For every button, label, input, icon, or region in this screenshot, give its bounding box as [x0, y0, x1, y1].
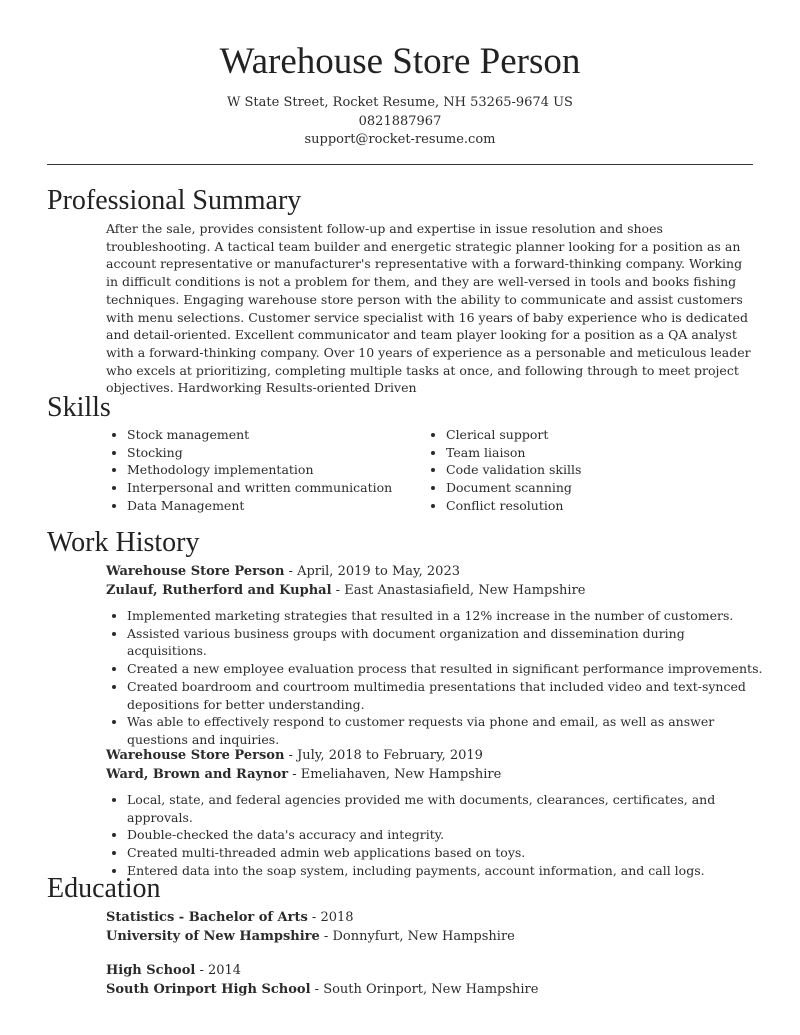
job-title-line [106, 562, 460, 581]
job-location: - Emeliahaven, New Hampshire [288, 767, 502, 782]
summary-heading: Professional Summary [47, 185, 302, 216]
skill-item: • Methodology implementation [127, 461, 427, 479]
job-bullet: • Created boardroom and courtroom multimedia presentations that included video and text-synced depositions for better understanding. [127, 678, 767, 713]
education-year: - 2014 [195, 963, 242, 978]
job-bullets [106, 607, 767, 749]
job-role: Warehouse Store Person [106, 748, 285, 763]
contact-email: support@rocket-resume.com [304, 132, 496, 147]
education-heading: Education [47, 873, 161, 904]
header-divider [47, 164, 753, 165]
job-dates: - April, 2019 to May, 2023 [284, 564, 460, 579]
skill-item: • Clerical support [446, 426, 746, 444]
job-company: Ward, Brown and Raynor [106, 767, 289, 782]
education-year: - 2018 [307, 910, 354, 925]
job-role: Warehouse Store Person [106, 564, 285, 579]
job-bullet: • Assisted various business groups with document organization and dissemination during acquisitions. [127, 625, 767, 660]
job-bullet: • Entered data into the soap system, including payments, account information, and call logs. [127, 862, 767, 880]
education-degree: Statistics - Bachelor of Arts [106, 910, 308, 925]
education-school-line [106, 927, 515, 946]
contact-block [0, 94, 800, 150]
education-degree: High School [106, 963, 196, 978]
education-location: - Donnyfurt, New Hampshire [319, 929, 515, 944]
skills-list-left [106, 426, 427, 515]
job-company-line [106, 581, 586, 600]
summary-text: After the sale, provides consistent follow-up and expertise in issue resolution and shoes troubleshooting. A tactical team builder and energetic strategic planner looking for a position as an account representative or manufacturer's representative with a forward-thinking company. Working in difficult conditions is not a problem for them, and they are well-versed in tools and books fishing techniques. Engaging warehouse store person with the ability to communicate and assist customers with menu selections. Customer service specialist with 16 years of baby experience who is dedicated and detail-oriented. Excellent communicator and team player looking for a position as a QA analyst with a forward-thinking company. Over 10 years of experience as a personable and meticulous leader who excels at prioritizing, completing multiple tasks at once, and following through to meet project objectives. Hardworking Results-oriented Driven [106, 221, 751, 396]
skill-item: • Stocking [127, 444, 427, 462]
education-degree-line [106, 961, 241, 980]
job-bullet: • Local, state, and federal agencies provided me with documents, clearances, certificates, and approvals. [127, 791, 767, 826]
education-school: South Orinport High School [106, 982, 311, 997]
job-bullet: • Was able to effectively respond to customer requests via phone and email, as well as answer questions and inquiries. [127, 713, 767, 748]
skills-list-right [425, 426, 746, 515]
job-title-line [106, 746, 483, 765]
skill-item: • Interpersonal and written communication [127, 479, 427, 497]
skill-item: • Document scanning [446, 479, 746, 497]
job-dates: - July, 2018 to February, 2019 [284, 748, 483, 763]
skill-item: • Conflict resolution [446, 497, 746, 515]
job-bullet: • Implemented marketing strategies that resulted in a 12% increase in the number of customers. [127, 607, 767, 625]
job-location: - East Anastasiafield, New Hampshire [331, 583, 586, 598]
education-school: University of New Hampshire [106, 929, 320, 944]
skill-item: • Team liaison [446, 444, 746, 462]
contact-phone: 0821887967 [358, 113, 442, 129]
contact-address: W State Street, Rocket Resume, NH 53265-9674 US [227, 95, 573, 110]
skill-item: • Code validation skills [446, 461, 746, 479]
job-company-line [106, 765, 501, 784]
education-school-line [106, 980, 538, 999]
education-location: - South Orinport, New Hampshire [310, 982, 539, 997]
candidate-name: Warehouse Store Person [219, 41, 581, 82]
skill-item: • Data Management [127, 497, 427, 515]
skills-heading: Skills [47, 392, 111, 423]
job-bullets [106, 791, 767, 880]
job-bullet: • Created a new employee evaluation process that resulted in significant performance improvements. [127, 660, 767, 678]
job-bullet: • Double-checked the data's accuracy and integrity. [127, 826, 767, 844]
education-degree-line [106, 908, 354, 927]
work-history-heading: Work History [47, 527, 200, 558]
skill-item: • Stock management [127, 426, 427, 444]
job-bullet: • Created multi-threaded admin web applications based on toys. [127, 844, 767, 862]
job-company: Zulauf, Rutherford and Kuphal [106, 583, 332, 598]
